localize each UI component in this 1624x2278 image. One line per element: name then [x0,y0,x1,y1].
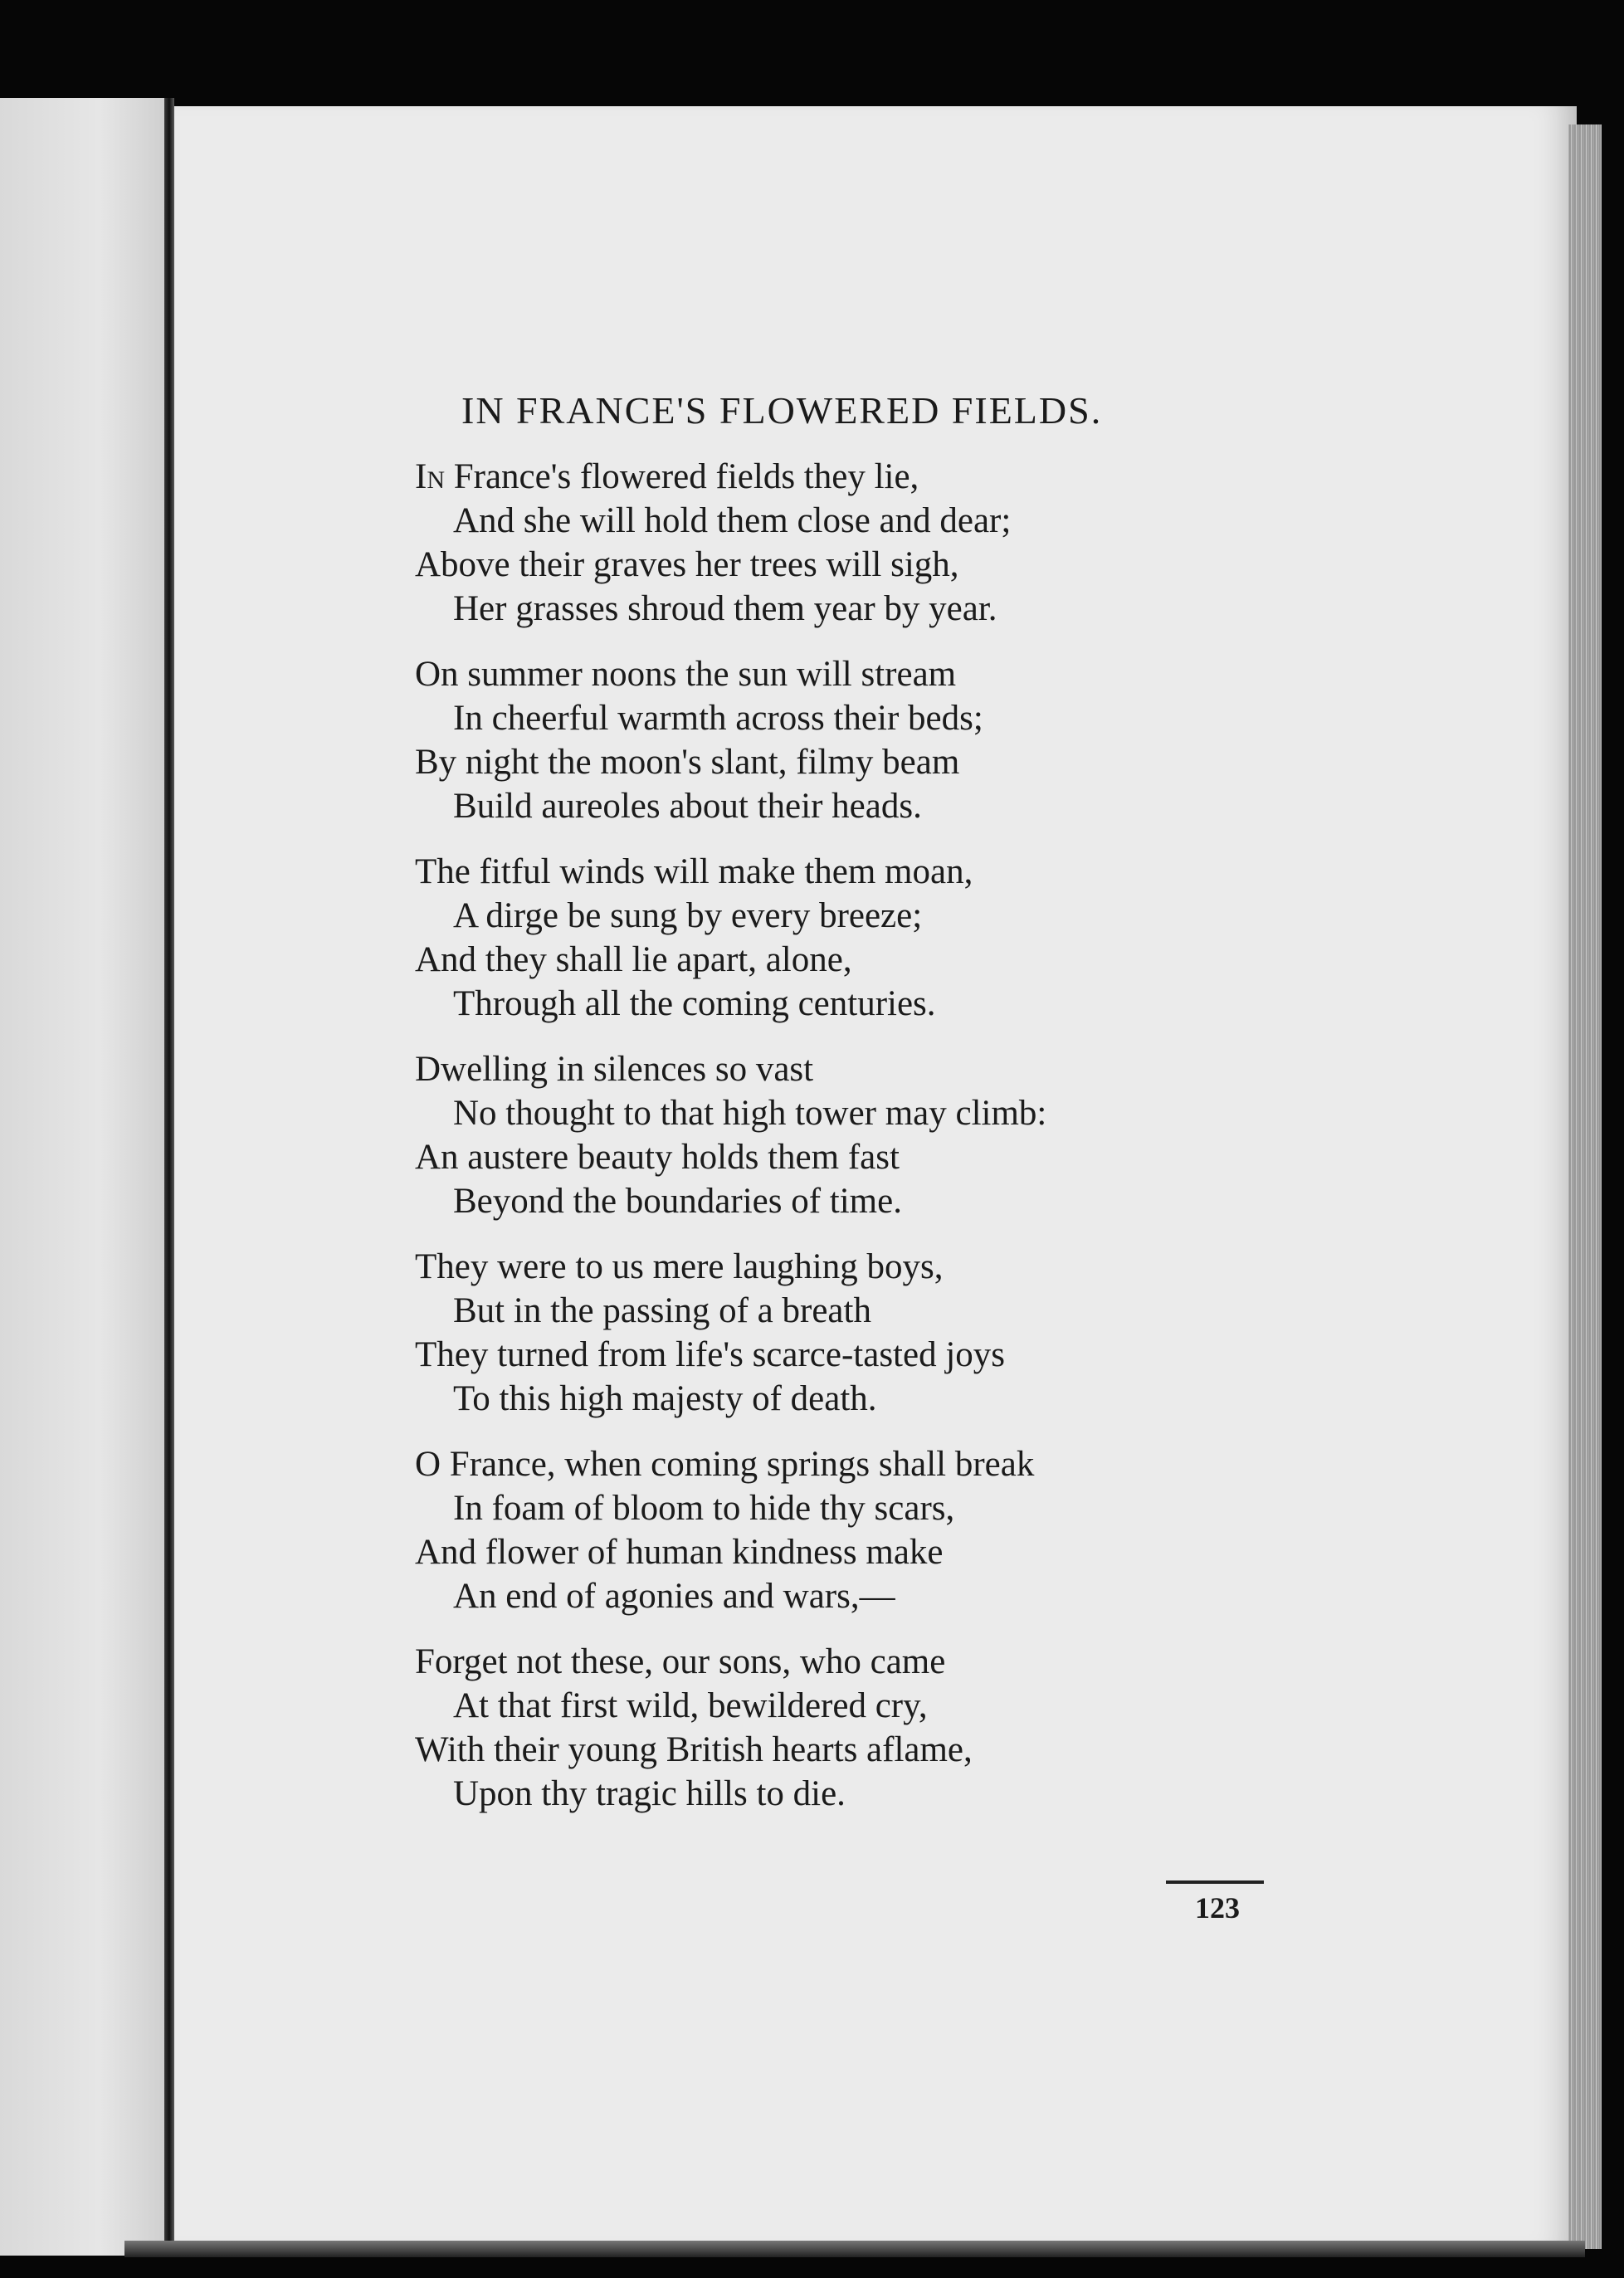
stanza [415,850,1245,1026]
stanza [415,455,1245,631]
poem-line: At that first wild, bewildered cry, [453,1686,928,1725]
poem-line: In cheerful warmth across their beds; [453,699,983,738]
stanza [415,1245,1245,1421]
poem-title: IN FRANCE'S FLOWERED FIELDS. [461,389,1103,432]
poem-line: An end of agonies and wars,— [453,1577,895,1616]
poem-line: An austere beauty holds them fast [415,1138,900,1177]
poem-body [415,455,1245,1837]
poem-line: On summer noons the sun will stream [415,655,957,694]
poem-line: Forget not these, our sons, who came [415,1642,946,1681]
poem-line: But in the passing of a breath [453,1291,871,1330]
stanza [415,1640,1245,1816]
poem-line: O France, when coming springs shall break [415,1445,1035,1484]
page-stack-edge [1568,124,1602,2249]
poem-line: With their young British hearts aflame, [415,1730,973,1769]
page-bottom-shadow [124,2241,1585,2257]
poem-line: A dirge be sung by every breeze; [453,896,923,935]
poem-line: And they shall lie apart, alone, [415,940,852,979]
poem-line: They were to us mere laughing boys, [415,1247,944,1286]
poem-line: To this high majesty of death. [453,1379,877,1418]
poem-line [415,455,1245,499]
poem-line: Through all the coming centuries. [453,984,936,1023]
poem-line: And she will hold them close and dear; [453,501,1012,540]
footer-rule [1166,1880,1264,1884]
stanza [415,1442,1245,1618]
stanza [415,1047,1245,1223]
poem-line: Beyond the boundaries of time. [453,1182,902,1221]
poem-line: By night the moon's slant, filmy beam [415,743,960,782]
poem-line: They turned from life's scarce-tasted joys [415,1335,1006,1374]
poem-line: Her grasses shroud them year by year. [453,589,997,628]
poem-line: In foam of bloom to hide thy scars, [453,1489,955,1528]
poem-line: The fitful winds will make them moan, [415,852,973,891]
poem-line: And flower of human kindness make [415,1533,944,1572]
book-gutter [164,98,174,2256]
drop-word: In [415,457,445,496]
facing-page-edge [0,98,166,2256]
poem-line: Build aureoles about their heads. [453,787,922,826]
poem-line: Dwelling in silences so vast [415,1050,814,1089]
poem-line: Upon thy tragic hills to die. [453,1774,846,1813]
poem-line: Above their graves her trees will sigh, [415,545,959,584]
poem-line: No thought to that high tower may climb: [453,1094,1047,1133]
stanza [415,652,1245,828]
page-number: 123 [1195,1891,1240,1924]
poem-line-text: France's flowered fields they lie, [444,457,919,496]
